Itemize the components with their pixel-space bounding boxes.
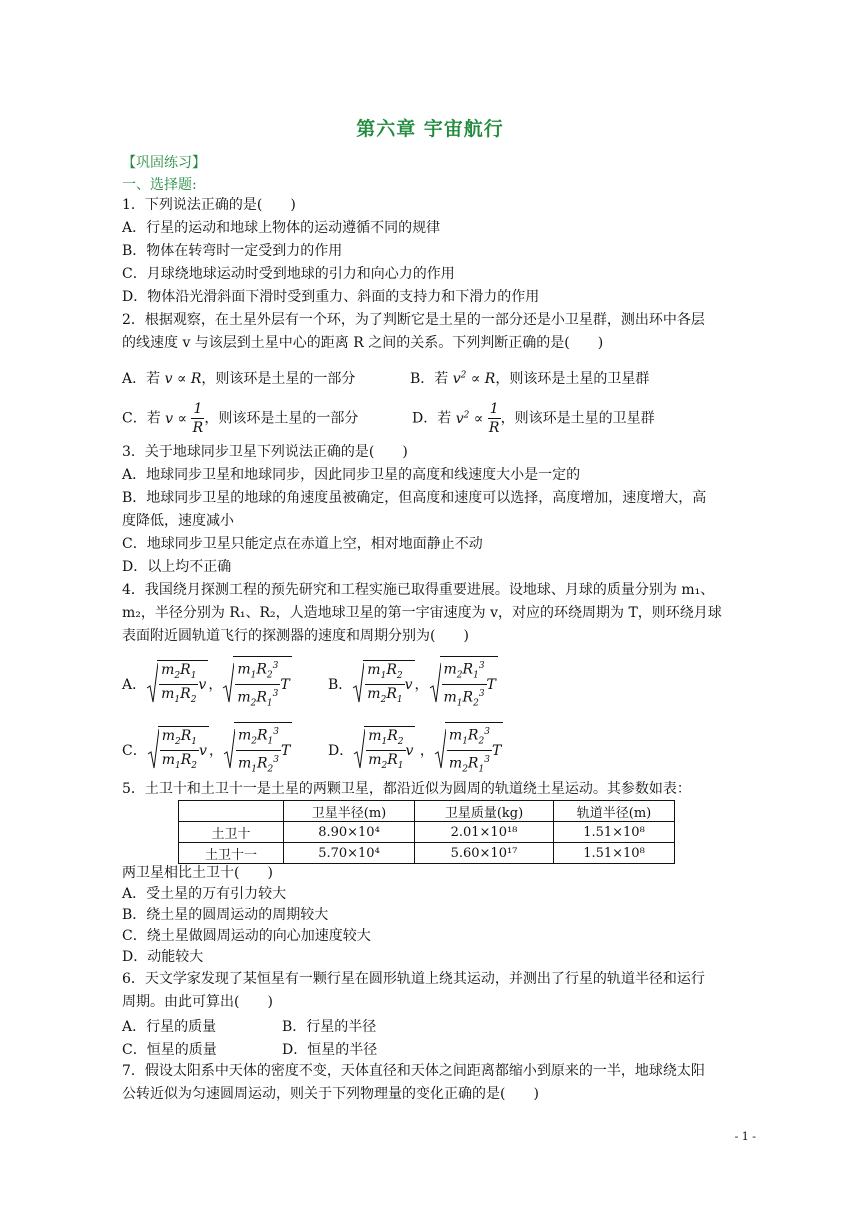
q5-option-c: C．绕土星做圆周运动的向心加速度较大 — [122, 928, 371, 944]
table-header-cell: 轨道半径(m) — [554, 801, 675, 822]
q2-option-b: B．若 $v^2 \propto R$，则该环是土星的卫星群 — [410, 370, 650, 387]
q4-c-t-formula: $\frac{m_2R_1^3}{m_1R_2^3}$ T — [223, 722, 292, 779]
table-row — [179, 843, 675, 864]
q4-option-d: D． $\frac{m_1R_2}{m_2R_1}$ v ， $\frac{m_1R_2^3}{m_2R_1^3}$ T — [328, 722, 503, 779]
q4-d-t-formula: $\frac{m_1R_2^3}{m_2R_1^3}$ T — [434, 722, 503, 779]
q5-after: 两卫星相比土卫十( ) — [122, 865, 273, 881]
table-header-cell — [179, 801, 284, 822]
q7-stem-line1: 7．假设太阳系中天体的密度不变，天体直径和天体之间距离都缩小到原来的一半，地球绕太阳 — [122, 1063, 705, 1079]
chapter-title: 第六章 宇宙航行 — [356, 118, 504, 140]
q1-option-d: D．物体沿光滑斜面下滑时受到重力、斜面的支持力和下滑力的作用 — [122, 289, 540, 305]
q4-stem-line2: m₂，半径分别为 R₁、R₂，人造地球卫星的第一宇宙速度为 v，对应的环绕周期为 T，则环绕月球 — [122, 605, 722, 621]
q2-stem-line1: 2．根据观察，在土星外层有一个环，为了判断它是土星的一部分还是小卫星群，测出环中各层 — [122, 312, 705, 328]
q2-option-c: C．若 v ∝ $\frac{1}{R}$ ，则该环是土星的一部分 — [122, 401, 359, 436]
q2-c-formula: v ∝ $\frac{1}{R}$ — [165, 401, 204, 436]
table-cell: 土卫十 — [179, 822, 284, 843]
section-consolidation: 【巩固练习】 — [122, 155, 206, 171]
q6-option-d: D．恒星的半径 — [282, 1042, 378, 1058]
q5-option-b: B．绕土星的圆周运动的周期较大 — [122, 907, 329, 923]
q4-b-t-formula: $\frac{m_2R_1^3}{m_1R_2^3}$ T — [429, 656, 498, 713]
q3-option-c: C．地球同步卫星只能定点在赤道上空，相对地面静止不动 — [122, 536, 483, 552]
q4-option-c: C． $\frac{m_2R_1}{m_1R_2}$ v ， $\frac{m_2R_1^3}{m_1R_2^3}$ T — [122, 722, 292, 779]
q6-stem-line1: 6．天文学家发现了某恒星有一颗行星在圆形轨道上绕其运动，并测出了行星的轨道半径和运行 — [122, 971, 705, 987]
q3-option-b-line1: B．地球同步卫星的地球的角速度虽被确定，但高度和速度可以选择，高度增加，速度增大，高 — [122, 490, 707, 506]
table-cell: 土卫十一 — [179, 843, 284, 864]
q4-a-t-formula: $\frac{m_1R_2^3}{m_2R_1^3}$ T — [222, 656, 291, 713]
q3-option-a: A．地球同步卫星和地球同步，因此同步卫星的高度和线速度大小是一定的 — [122, 467, 581, 483]
q1-option-c: C．月球绕地球运动时受到地球的引力和向心力的作用 — [122, 266, 455, 282]
table-cell: 1.51×10⁸ — [554, 843, 675, 864]
q4-stem-line3: 表面附近圆轨道飞行的探测器的速度和周期分别为( ) — [122, 628, 469, 644]
section-choice: 一、选择题: — [122, 177, 197, 193]
q2-b-formula: $v^2 \propto R$ — [452, 370, 496, 387]
q2-a-formula: v ∝ R — [164, 371, 202, 387]
q4-option-b: B． $\frac{m_1R_2}{m_2R_1}$ v ， $\frac{m_2R_1^3}{m_1R_2^3}$ T — [328, 656, 498, 713]
q4-d-v-formula: $\frac{m_1R_2}{m_2R_1}$ v — [353, 726, 415, 776]
q7-stem-line2: 公转近似为匀速圆周运动，则关于下列物理量的变化正确的是( ) — [122, 1086, 539, 1102]
q2-d-formula: $v^2$ ∝ $\frac{1}{R}$ — [455, 401, 500, 436]
q2-option-d: D．若 $v^2$ ∝ $\frac{1}{R}$ ，则该环是土星的卫星群 — [412, 401, 655, 436]
satellite-table — [178, 800, 675, 864]
q5-option-d: D．动能较大 — [122, 949, 204, 965]
table-header-cell: 卫星半径(m) — [284, 801, 415, 822]
table-cell: 5.70×10⁴ — [284, 843, 415, 864]
q6-stem-line2: 周期。由此可算出( ) — [122, 994, 273, 1010]
q6-option-c: C．恒星的质量 — [122, 1042, 217, 1058]
q3-stem: 3．关于地球同步卫星下列说法正确的是( ) — [122, 444, 408, 460]
q6-option-a: A．行星的质量 — [122, 1019, 217, 1035]
q5-option-a: A．受土星的万有引力较大 — [122, 886, 287, 902]
q4-a-v-formula: $\frac{m_2R_1}{m_1R_2}$ v — [146, 660, 208, 710]
page-number: - 1 - — [734, 1130, 756, 1143]
q1-option-a: A．行星的运动和地球上物体的运动遵循不同的规律 — [122, 220, 441, 236]
q3-option-d: D．以上均不正确 — [122, 559, 232, 575]
table-cell: 8.90×10⁴ — [284, 822, 415, 843]
table-row — [179, 822, 675, 843]
q1-stem: 1．下列说法正确的是( ) — [122, 197, 296, 213]
q5-stem: 5．土卫十和土卫十一是土星的两颗卫星，都沿近似为圆周的轨道绕土星运动。其参数如表： — [122, 781, 691, 797]
q3-option-b-line2: 度降低，速度减小 — [122, 513, 234, 529]
table-cell: 2.01×10¹⁸ — [415, 822, 554, 843]
q2-option-a: A．若 v ∝ R，则该环是土星的一部分 — [122, 371, 356, 387]
q2-stem-line2: 的线速度 v 与该层到土星中心的距离 R 之间的关系。下列判断正确的是( ) — [122, 335, 604, 351]
q4-c-v-formula: $\frac{m_2R_1}{m_1R_2}$ v — [147, 726, 209, 776]
table-cell: 5.60×10¹⁷ — [415, 843, 554, 864]
q4-stem-line1: 4．我国绕月探测工程的预先研究和工程实施已取得重要进展。设地球、月球的质量分别为 m₁、 — [122, 582, 715, 598]
table-cell: 1.51×10⁸ — [554, 822, 675, 843]
q4-b-v-formula: $\frac{m_1R_2}{m_2R_1}$ v — [352, 660, 414, 710]
table-header-cell: 卫星质量(kg) — [415, 801, 554, 822]
q6-option-b: B．行星的半径 — [282, 1019, 377, 1035]
q1-option-b: B．物体在转弯时一定受到力的作用 — [122, 243, 343, 259]
q4-option-a: A． $\frac{m_2R_1}{m_1R_2}$ v ， $\frac{m_1R_2^3}{m_2R_1^3}$ T — [122, 656, 292, 713]
table-header-row — [179, 801, 675, 822]
